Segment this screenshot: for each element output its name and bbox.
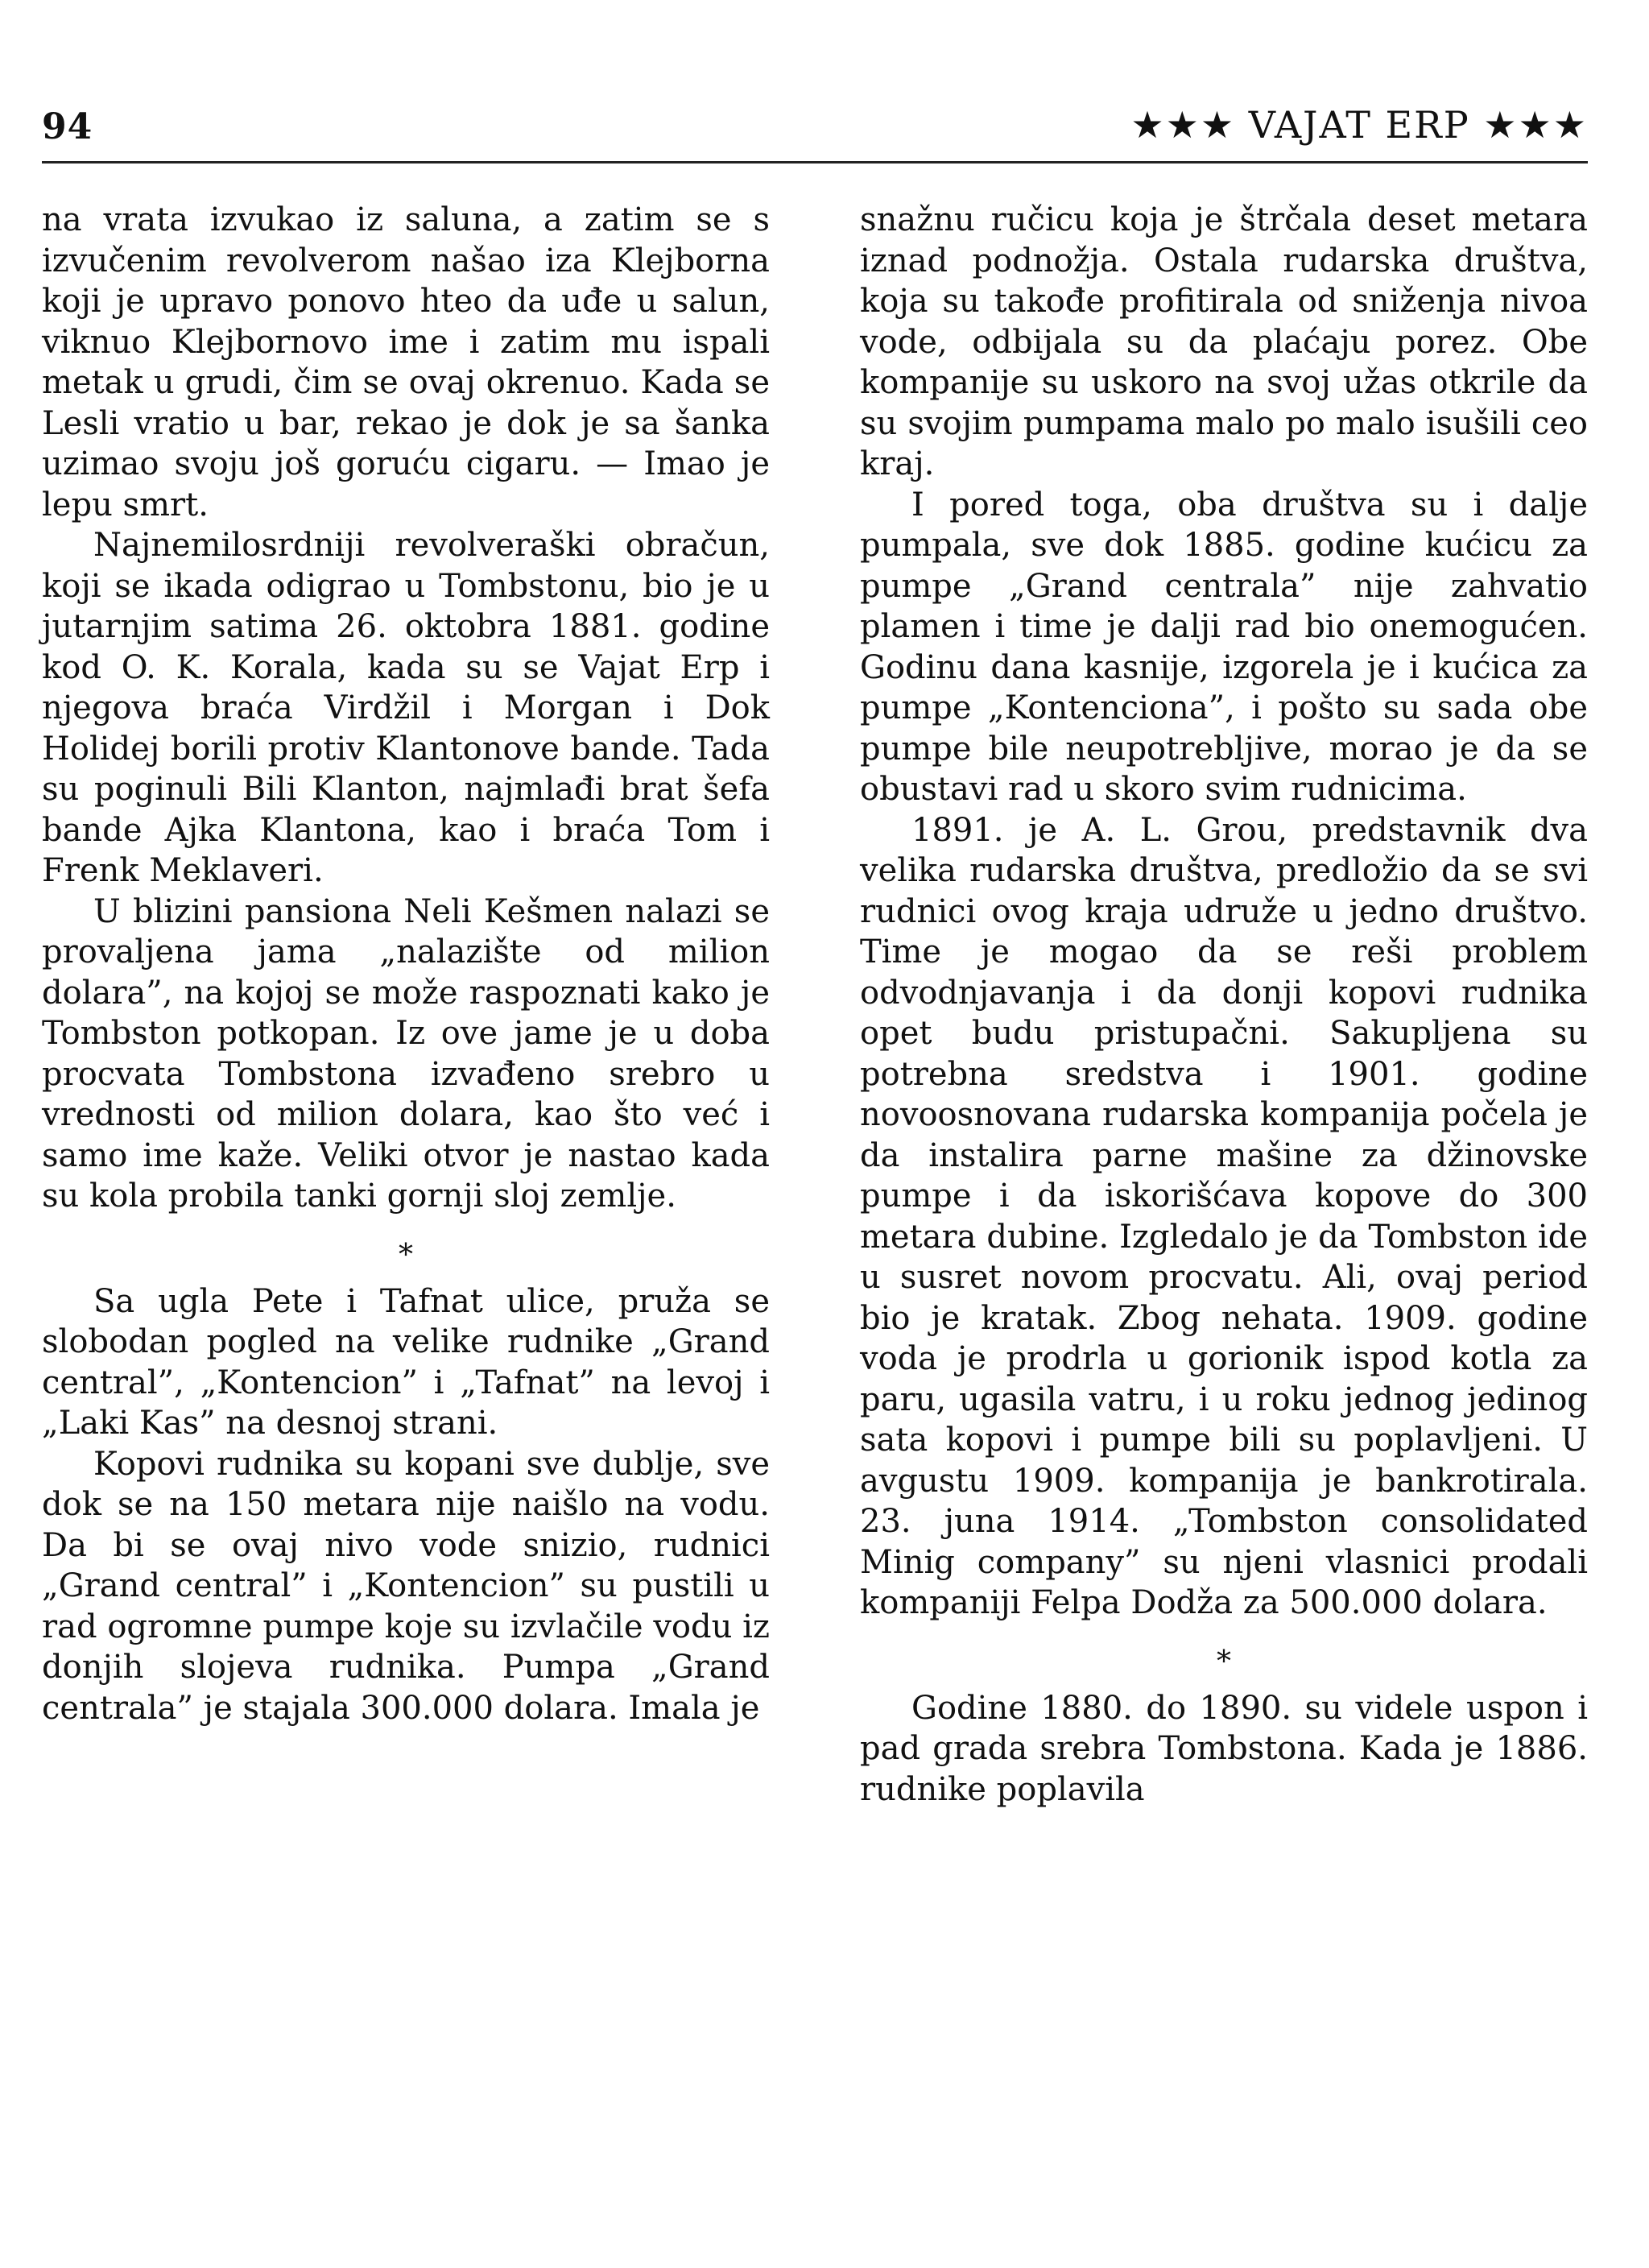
paragraph: Sa ugla Pete i Tafnat ulice, pruža se slobodan pogled na velike rudnike „Grand central”, „Kontencion” i „Tafnat” na levoj i „Laki Kas” na desnoj strani. [42,1282,770,1442]
paragraph: I pored toga, oba društva su i dalje pumpala, sve dok 1885. godine kućicu za pumpe „Grand centrala” nije zahvatio plamen i time je dalji rad bio onemogućen. Godinu dana kasnije, izgorela je i kućica za pumpe „Kontenciona”, i pošto su sada obe pumpe bile neupotrebljive, morao je da se obustavi rad u skoro svim rudnicima. [860,486,1588,808]
section-separator: * [399,1238,413,1272]
paragraph: U blizini pansiona Neli Kešmen nalazi se provaljena jama „nalazište od milion dolara”, na kojoj se može raspoznati kako je Tombston potkopan. Iz ove jame je u doba procvata Tombstona izvađeno srebro u vrednosti od milion dolara, kao što već i samo ime kaže. Veliki otvor je nastao kada su kola probila tanki gornji sloj zemlje. [42,892,770,1215]
left-column [42,200,770,1728]
running-title: ★★★ VAJAT ERP ★★★ [1130,103,1588,147]
header-rule [42,161,1588,163]
section-separator: * [1217,1645,1231,1678]
page-header [42,90,1588,155]
paragraph: Godine 1880. do 1890. su videle uspon i pad grada srebra Tombstona. Kada je 1886. rudnike poplavila [860,1689,1588,1808]
paragraph: Kopovi rudnika su kopani sve dublje, sve dok se na 150 metara nije naišlo na vodu. Da bi se ovaj nivo vode snizio, rudnici „Grand central” i „Kontencion” su pustili u rad ogromne pumpe koje su izvlačile vodu iz donjih slojeva rudnika. Pumpa „Grand centrala” je stajala 300.000 dolara. Imala je [42,1445,770,1727]
paragraph: Najnemilosrdniji revolveraški obračun, koji se ikada odigrao u Tombstonu, bio je u jutarnjim satima 26. oktobra 1881. godine kod O. K. Korala, kada su se Vajat Erp i njegova braća Virdžil i Morgan i Dok Holidej borili protiv Klantonove bande. Tada su poginuli Bili Klanton, najmlađi brat šefa bande Ajka Klantona, kao i braća Tom i Frenk Meklaveri. [42,527,770,889]
paragraph: snažnu ručicu koja je štrčala deset metara iznad podnožja. Ostala rudarska društva, koja su takođe profitirala od sniženja nivoa vode, odbijala su da plaćaju porez. Obe kompanije su uskoro na svoj užas otkrile da su svojim pumpama malo po malo isušili ceo kraj. [860,201,1588,482]
page-number: 94 [42,106,93,147]
paragraph: na vrata izvukao iz saluna, a zatim se s izvučenim revolverom našao iza Klejborna koji je upravo ponovo hteo da uđe u salun, viknuo Klejbornovo ime i zatim mu ispali metak u grudi, čim se ovaj okrenuo. Kada se Lesli vratio u bar, rekao je dok je sa šanka uzimao svoju još goruću cigaru. — Imao je lepu smrt. [42,201,770,524]
paragraph: 1891. je A. L. Grou, predstavnik dva velika rudarska društva, predložio da se svi rudnici ovog kraja udruže u jedno društvo. Time je mogao da se reši problem odvodnjavanja i da donji kopovi rudnika opet budu pristupačni. Sakupljena su potrebna sredstva i 1901. godine novoosnovana rudarska kompanija počela je da instalira parne mašine za džinovske pumpe i da iskorišćava kopove do 300 metara dubine. Izgledalo je da Tombston ide u susret novom procvatu. Ali, ovaj period bio je kratak. Zbog nehata. 1909. godine voda je prodrla u gorionik ispod kotla za paru, ugasila vatru, i u roku jednog jedinog sata kopovi i pumpe bili su poplavljeni. U avgustu 1909. kompanija je bankrotirala. 23. juna 1914. „Tombston consolidated Minig company” su njeni vlasnici prodali kompaniji Felpa Dodža za 500.000 dolara. [860,811,1588,1621]
right-column [860,200,1588,1810]
